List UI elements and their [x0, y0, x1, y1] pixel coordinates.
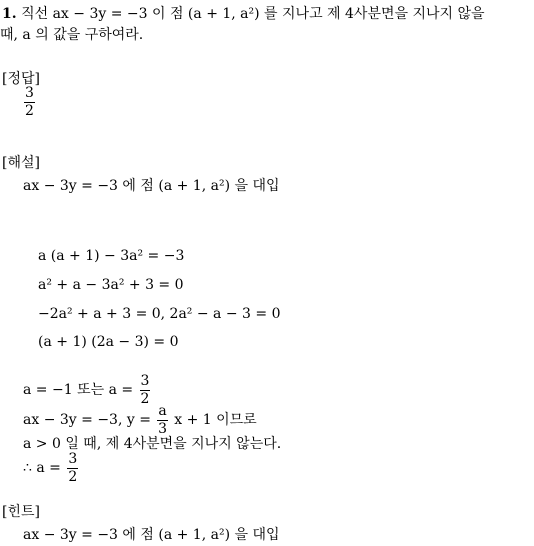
equation-2: a² + a − 3a² + 3 = 0	[38, 277, 184, 293]
problem-number: 1.	[2, 6, 17, 22]
solution-intro: ax − 3y = −3 에 점 (a + 1, a²) 을 대입	[23, 178, 280, 194]
result-1	[23, 374, 152, 406]
equation-1: a (a + 1) − 3a² = −3	[38, 248, 185, 264]
answer-denominator: 2	[25, 102, 34, 119]
problem-text-2: 때, a 의 값을 구하여라.	[0, 27, 144, 43]
hint-text: ax − 3y = −3 에 점 (a + 1, a²) 을 대입	[23, 527, 280, 543]
solution-label: [해설]	[2, 155, 40, 171]
equation-4: (a + 1) (2a − 3) = 0	[38, 334, 179, 350]
line-equation-pre: ax − 3y = −3, y =	[23, 412, 151, 429]
problem-text-1: 직선 ax − 3y = −3 이 점 (a + 1, a²) 를 지나고 제 4사분면을 지나지 않을	[21, 6, 485, 22]
line-equation-post: x + 1 이므로	[174, 412, 257, 429]
result-1-numerator: 3	[140, 373, 150, 389]
conclusion	[23, 452, 80, 484]
problem-line-1	[2, 7, 485, 21]
result-1-denominator: 2	[140, 390, 150, 407]
conclusion-numerator: 3	[68, 451, 78, 467]
conclusion-text: ∴ a =	[23, 460, 61, 477]
condition-text: a > 0 일 때, 제 4사분면을 지나지 않는다.	[23, 436, 282, 452]
conclusion-denominator: 2	[68, 468, 78, 485]
answer-numerator: 3	[25, 85, 34, 101]
result-1-text: a = −1 또는 a =	[23, 382, 134, 399]
line-equation	[23, 404, 257, 436]
answer-label: [정답]	[2, 71, 40, 87]
equation-3: −2a² + a + 3 = 0, 2a² − a − 3 = 0	[38, 306, 281, 322]
line-equation-denominator: 3	[158, 420, 168, 437]
problem-line-2	[0, 28, 143, 42]
hint-label: [힌트]	[2, 504, 40, 520]
answer-fraction	[22, 86, 37, 118]
line-equation-numerator: a	[158, 403, 167, 419]
